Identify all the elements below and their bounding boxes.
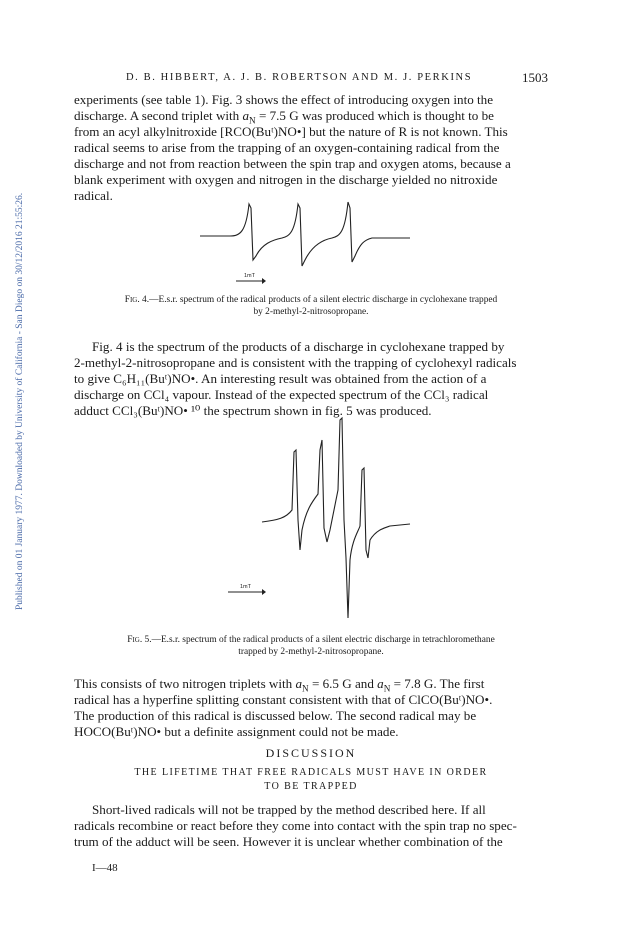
figure-4-caption [74, 294, 548, 318]
fig4-caption-text: —E.s.r. spectrum of the radical products of a silent electric discharge in cyclohexane trapped [149, 295, 498, 305]
text-line: 2-methyl-2-nitrosopropane and is consistent with the trapping of cyclohexyl radicals [74, 355, 517, 370]
section-heading: DISCUSSION [265, 746, 357, 760]
text-line: adduct CCl₃(Buᵗ)NO• ¹⁰ the spectrum shown in fig. 5 was produced. [74, 403, 432, 418]
text-line: The production of this radical is discussed below. The second radical may be [74, 708, 477, 723]
fig5-trace [262, 418, 410, 618]
text-line: trum of the adduct will be seen. However it is unclear whether combination of the [74, 834, 503, 849]
running-header [74, 70, 548, 88]
text-line: HOCO(Buᵗ)NO• but a definite assignment could not be made. [74, 724, 399, 739]
fig4-scale-label: 1mT [244, 273, 255, 279]
paragraph-2 [74, 339, 548, 419]
text-line: experiments (see table 1). Fig. 3 shows the effect of introducing oxygen into the [74, 92, 494, 107]
text-line: discharge on CCl₄ vapour. Instead of the expected spectrum of the CCl₃ radical [74, 387, 489, 402]
fig4-label: Fig. 4. [124, 295, 150, 305]
text-line: Fig. 4 is the spectrum of the products of a discharge in cyclohexane trapped by [92, 339, 505, 354]
download-note: Published on 01 January 1977. Downloaded by University of California - San Diego on 30/12/2016 21:55:26. [15, 192, 25, 610]
text-line: This consists of two nitrogen triplets with $a_N = 6.5$ G and $a_N = 7.8$ G. The first [74, 676, 485, 694]
fig4-scale-arrow [262, 278, 266, 284]
paragraph-3 [74, 676, 548, 740]
fig5-scale-arrow [262, 589, 266, 595]
fig5-scale-label: 1mT [240, 584, 251, 590]
paragraph-4 [74, 802, 548, 850]
page-number: 1503 [522, 70, 548, 85]
text-line: discharge. A second triplet with $a_N = 7.5$ G was produced which is thought to be [74, 108, 494, 126]
fig4-caption-text-2: by 2-methyl-2-nitrosopropane. [253, 307, 369, 317]
text-line: from an acyl alkylnitroxide [RCO(Buᵗ)NO•] but the nature of R is not known. This [74, 124, 508, 139]
text-line: radical seems to arise from the trapping of an oxygen-containing radical from the [74, 140, 500, 155]
fig5-caption-text: —E.s.r. spectrum of the radical products of a silent electric discharge in tetrachloromethane [151, 635, 495, 645]
fig5-label: Fig. 5. [127, 635, 152, 645]
subsection-heading: THE LIFETIME THAT FREE RADICALS MUST HAVE IN ORDER TO BE TRAPPED [134, 767, 488, 792]
text-line: discharge and not from reaction between the spin trap and oxygen atoms, because a [74, 156, 511, 171]
text-line: radical. [74, 188, 113, 203]
signature-mark: I—48 [92, 862, 118, 874]
fig5-caption-text-2: trapped by 2-methyl-2-nitrosopropane. [238, 647, 384, 657]
figure-5-spectrum [0, 410, 624, 630]
text-line: to give C₆H₁₁(Buᵗ)NO•. An interesting result was obtained from the action of a [74, 371, 487, 386]
text-line: Short-lived radicals will not be trapped by the method described here. If all [92, 802, 486, 817]
text-line: radicals recombine or react before they come into contact with the spin trap no spec- [74, 818, 517, 833]
text-line: radical has a hyperfine splitting constant consistent with that of ClCO(Buᵗ)NO•. [74, 692, 493, 707]
author-line: D. B. HIBBERT, A. J. B. ROBERTSON AND M. J. PERKINS [126, 72, 473, 83]
fig4-trace [200, 202, 410, 266]
paragraph-1 [74, 92, 548, 204]
figure-5-caption [74, 634, 548, 658]
text-line: blank experiment with oxygen and nitrogen in the discharge yielded no nitroxide [74, 172, 498, 187]
